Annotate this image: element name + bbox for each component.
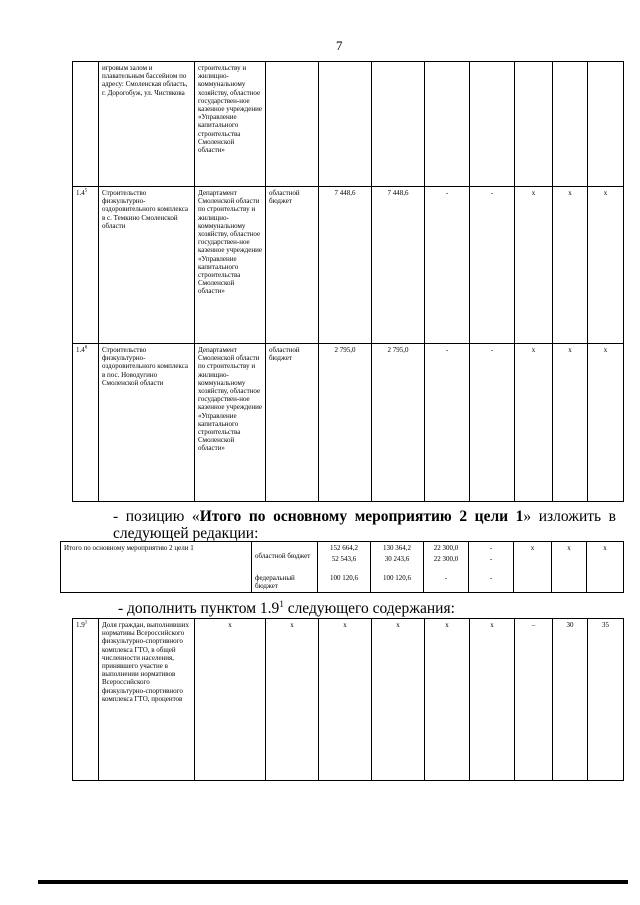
responsible-executor: строительству и жилищно-коммунальному хозяйству, областное государствен-ное казенное учреждение «Управление капитального строительства Смоленской области» [195,62,266,187]
funding-year-1: х [372,619,425,781]
footer-rule [38,880,628,884]
indicator-year-1: х [515,344,553,502]
indicator-year-3: 35 [588,619,624,781]
funding-source: областной бюджет [266,344,319,502]
program-table-part1 [72,61,624,502]
cell-value: 130 364,2 [383,544,411,552]
responsible-executor: х [195,619,266,781]
funding-total: 7 448,6 [319,187,372,344]
funding-source: областной бюджет [255,552,311,560]
table-row [73,619,624,781]
funding-total [318,542,371,593]
indicator-year-1: х [514,542,552,593]
funding-year-3 [469,542,514,593]
funding-year-1: 2 795,0 [372,344,425,502]
funding-year-2 [425,62,470,187]
table-row [73,344,624,502]
funding-total [319,62,372,187]
total-label: Итого по основному мероприятию 2 цели 1 [61,542,252,593]
indicator-year-3 [588,62,624,187]
cell-value: - [489,544,493,552]
cell-value: 152 664,2 [330,544,358,552]
total-table [60,541,624,593]
indicator-year-2: х [553,344,588,502]
indicator-year-2: 30 [553,619,588,781]
cell-value: - [489,555,493,563]
cell-value: 22 300,0 [433,544,459,552]
indicator-year-3: х [587,542,624,593]
instruction-add-item: - дополнить пунктом $1.9^1$ следующего содержания: [118,598,455,617]
funding-source [266,62,319,187]
indicator-year-2: х [553,187,588,344]
indicator-year-3: х [588,344,624,502]
funding-total: х [319,619,372,781]
funding-year-1 [372,62,425,187]
indicator-year-1: х [515,187,553,344]
measure-name: Строительство физкультурно-оздоровительного комплекса в пос. Новодугино Смоленской области [99,344,195,502]
funding-year-1 [371,542,424,593]
row-number [73,62,99,187]
funding-source: х [266,619,319,781]
cell-value: - [444,574,448,582]
funding-total: 2 795,0 [319,344,372,502]
measure-name: Строительство физкультурно-оздоровительного комплекса в с. Темкино Смоленской области [99,187,195,344]
indicator-table [72,618,624,781]
indicator-year-2 [553,62,588,187]
cell-value: 22 300,0 [433,555,459,563]
responsible-executor: Департамент Смоленской области по строительству и жилищно-коммунальному хозяйству, областное государствен-ное казенное учреждение «Управление капитального строительства Смоленской области» [195,187,266,344]
responsible-executor: Департамент Смоленской области по строительству и жилищно-коммунальному хозяйству, областное государствен-ное казенное учреждение «Управление капитального строительства Смоленской области» [195,344,266,502]
measure-name: игровым залом и плавательным бассейном по адресу: Смоленская область, г. Дорогобуж, ул. Чистякова [99,62,195,187]
row-number: $1.9^1$ [73,619,99,781]
funding-year-3: - [470,344,515,502]
cell-value: - [489,574,493,582]
funding-year-3 [470,62,515,187]
funding-year-2: - [425,187,470,344]
funding-year-2: - [425,344,470,502]
instruction-replace-total: - позицию «Итого по основному мероприятию 2 цели 1» изложить в следующей редакции: [113,508,616,542]
funding-year-3: х [470,619,515,781]
table-row [73,187,624,344]
indicator-year-1 [515,62,553,187]
indicator-year-1: – [515,619,553,781]
row-number: $1.4^6$ [73,344,99,502]
row-number: $1.4^5$ [73,187,99,344]
indicator-year-2: х [552,542,587,593]
table-row [61,542,624,593]
funding-source: федеральный бюджет [255,574,295,591]
indicator-year-3: х [588,187,624,344]
funding-sources [252,542,318,593]
funding-year-2 [424,542,469,593]
funding-source: областной бюджет [266,187,319,344]
table-row [73,62,624,187]
cell-value: 52 543,6 [331,555,357,563]
cell-value: 100 120,6 [330,574,358,582]
page-number: 7 [336,38,343,53]
funding-year-2: х [425,619,470,781]
funding-year-3: - [470,187,515,344]
cell-value: 30 243,6 [384,555,410,563]
indicator-name: Доля граждан, выполнивших нормативы Всероссийского физкультурно-спортивного комплекса ГТО, в общей численности населения, принявшего участие в выполнении нормативов Всероссийского физкультурно-спортивного комплекса ГТО, процентов [99,619,195,781]
cell-value: 100 120,6 [383,574,411,582]
funding-year-1: 7 448,6 [372,187,425,344]
